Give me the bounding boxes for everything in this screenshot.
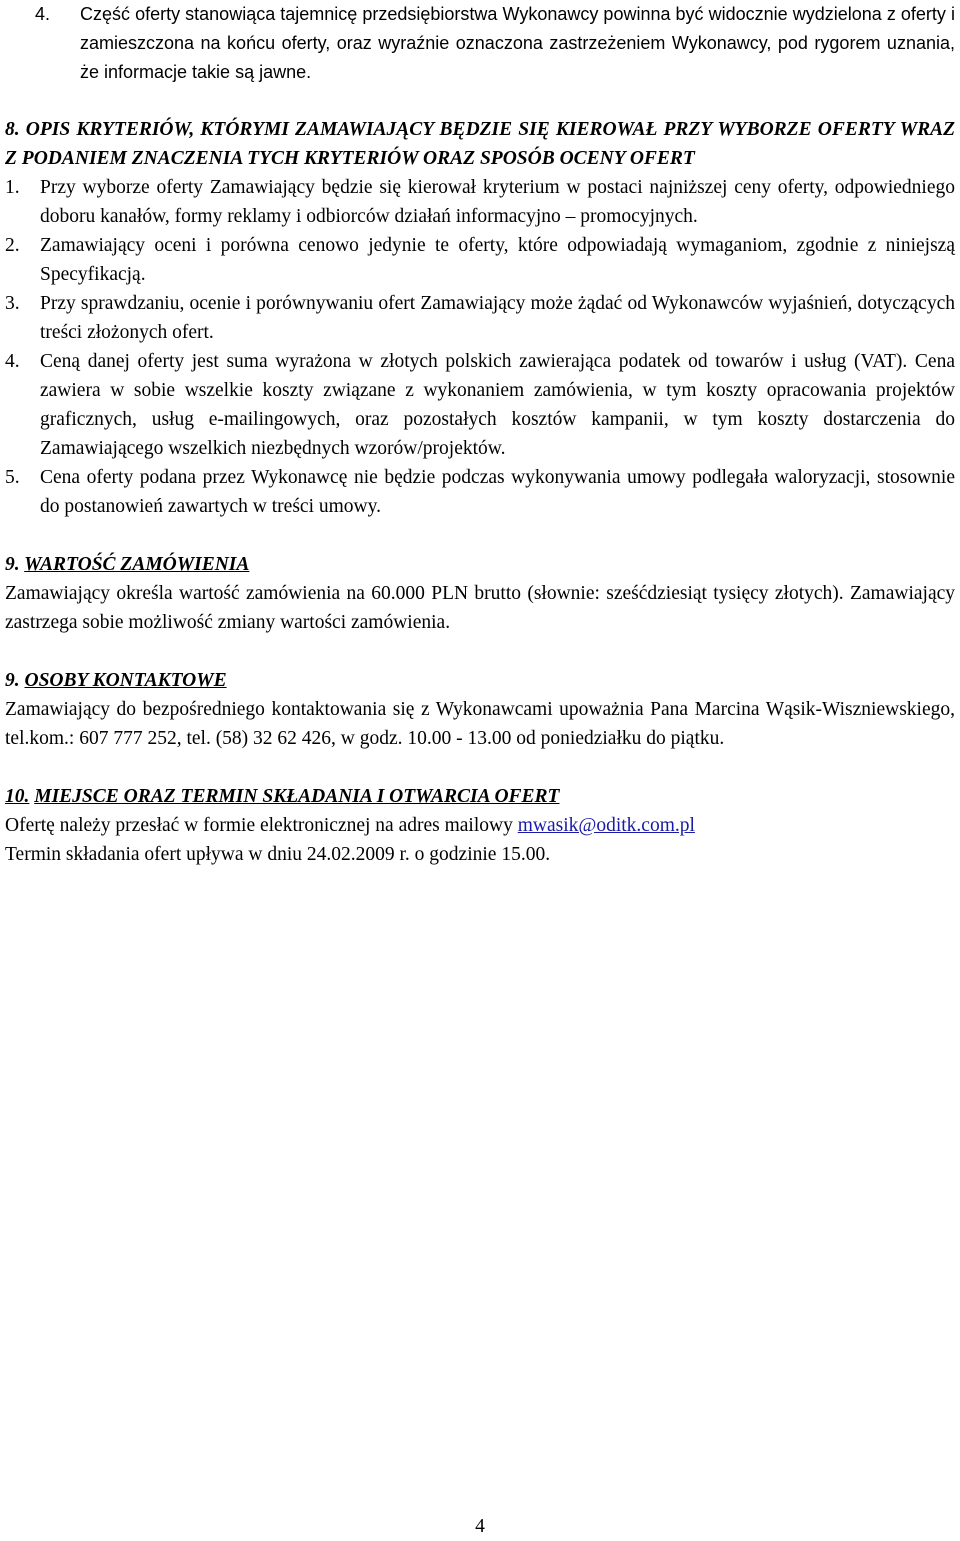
order-value-heading-text: WARTOŚĆ ZAMÓWIENIA (24, 554, 250, 575)
order-value-heading (5, 550, 955, 579)
section-order-value (5, 550, 955, 637)
section-10 (5, 782, 955, 869)
list-number: 4. (5, 351, 20, 372)
list-item (5, 173, 955, 231)
contact-persons-heading-number: 9. (5, 670, 20, 691)
list-number: 2. (5, 235, 20, 256)
section-8 (5, 115, 955, 521)
document-page (5, 0, 955, 869)
list-item-text: Przy sprawdzaniu, ocenie i porównywaniu ofert Zamawiający może żądać od Wykonawców wyjaśnień, dotyczących treści złożonych ofert. (40, 293, 955, 343)
list-item-text: Zamawiający oceni i porówna cenowo jedynie te oferty, które odpowiadają wymaganiom, zgodnie z niniejszą Specyfikacją. (40, 235, 955, 285)
contact-persons-heading-text: OSOBY KONTAKTOWE (24, 670, 227, 691)
submission-heading-text: MIEJSCE ORAZ TERMIN SKŁADANIA I OTWARCIA OFERT (34, 786, 560, 807)
list-item-text: Część oferty stanowiąca tajemnicę przedsiębiorstwa Wykonawcy powinna być widocznie wydzielona z oferty i zamieszczona na końcu oferty, oraz wyraźnie oznaczona zastrzeżeniem Wykonawcy, pod rygorem uznania, że informacje takie są jawne. (80, 4, 955, 82)
list-item (5, 289, 955, 347)
list-item-text: Cena oferty podana przez Wykonawcę nie będzie podczas wykonywania umowy podlegała waloryzacji, stosownie do postanowień zawartych w treści umowy. (40, 467, 955, 517)
order-value-heading-number: 9. (5, 554, 20, 575)
section-contact-persons (5, 666, 955, 753)
submission-deadline: Termin składania ofert upływa w dniu 24.02.2009 r. o godzinie 15.00. (5, 844, 551, 865)
list-item-text: Ceną danej oferty jest suma wyrażona w złotych polskich zawierająca podatek od towarów i usług (VAT). Cena zawiera w sobie wszelkie koszty związane z wykonaniem zamówienia, w tym koszty opracowania projektów graficznych, usług e-mailingowych, oraz pozostałych kosztów kampanii, w tym koszty dostarczenia do Zamawiającego wszelkich niezbędnych wzorów/projektów. (40, 351, 955, 459)
submission-heading-number: 10. (5, 786, 30, 807)
order-value-paragraph: Zamawiający określa wartość zamówienia na 60.000 PLN brutto (słownie: sześćdziesiąt tysięcy złotych). Zamawiający zastrzega sobie możliwość zmiany wartości zamówienia. (5, 583, 955, 633)
list-item (5, 347, 955, 463)
email-link[interactable]: mwasik@oditk.com.pl (517, 815, 695, 836)
section-8-list (5, 173, 955, 521)
list-item (5, 231, 955, 289)
offer-secrecy-item (35, 0, 955, 87)
list-item (5, 463, 955, 521)
submission-email-line (5, 811, 955, 840)
submission-email-intro: Ofertę należy przesłać w formie elektronicznej na adres mailowy (5, 815, 518, 836)
list-number: 5. (5, 467, 20, 488)
submission-heading (5, 782, 955, 811)
list-number: 4. (35, 4, 51, 24)
contact-persons-heading (5, 666, 955, 695)
section-8-heading: 8. OPIS KRYTERIÓW, KTÓRYMI ZAMAWIAJĄCY BĘDZIE SIĘ KIEROWAŁ PRZY WYBORZE OFERTY WRAZ Z PODANIEM ZNACZENIA TYCH KRYTERIÓW ORAZ SPOSÓB OCENY OFERT (5, 119, 955, 169)
list-number: 1. (5, 177, 20, 198)
contact-persons-paragraph: Zamawiający do bezpośredniego kontaktowania się z Wykonawcami upoważnia Pana Marcina Wąsik-Wiszniewskiego, tel.kom.: 607 777 252, tel. (58) 32 62 426, w godz. 10.00 - 13.00 od poniedziałku do piątku. (5, 699, 955, 749)
list-number: 3. (5, 293, 20, 314)
list-item-text: Przy wyborze oferty Zamawiający będzie się kierował kryterium w postaci najniższej ceny oferty, odpowiedniego doboru kanałów, formy reklamy i odbiorców działań informacyjno – promocyjnych. (40, 177, 955, 227)
page-number: 4 (475, 1516, 485, 1537)
